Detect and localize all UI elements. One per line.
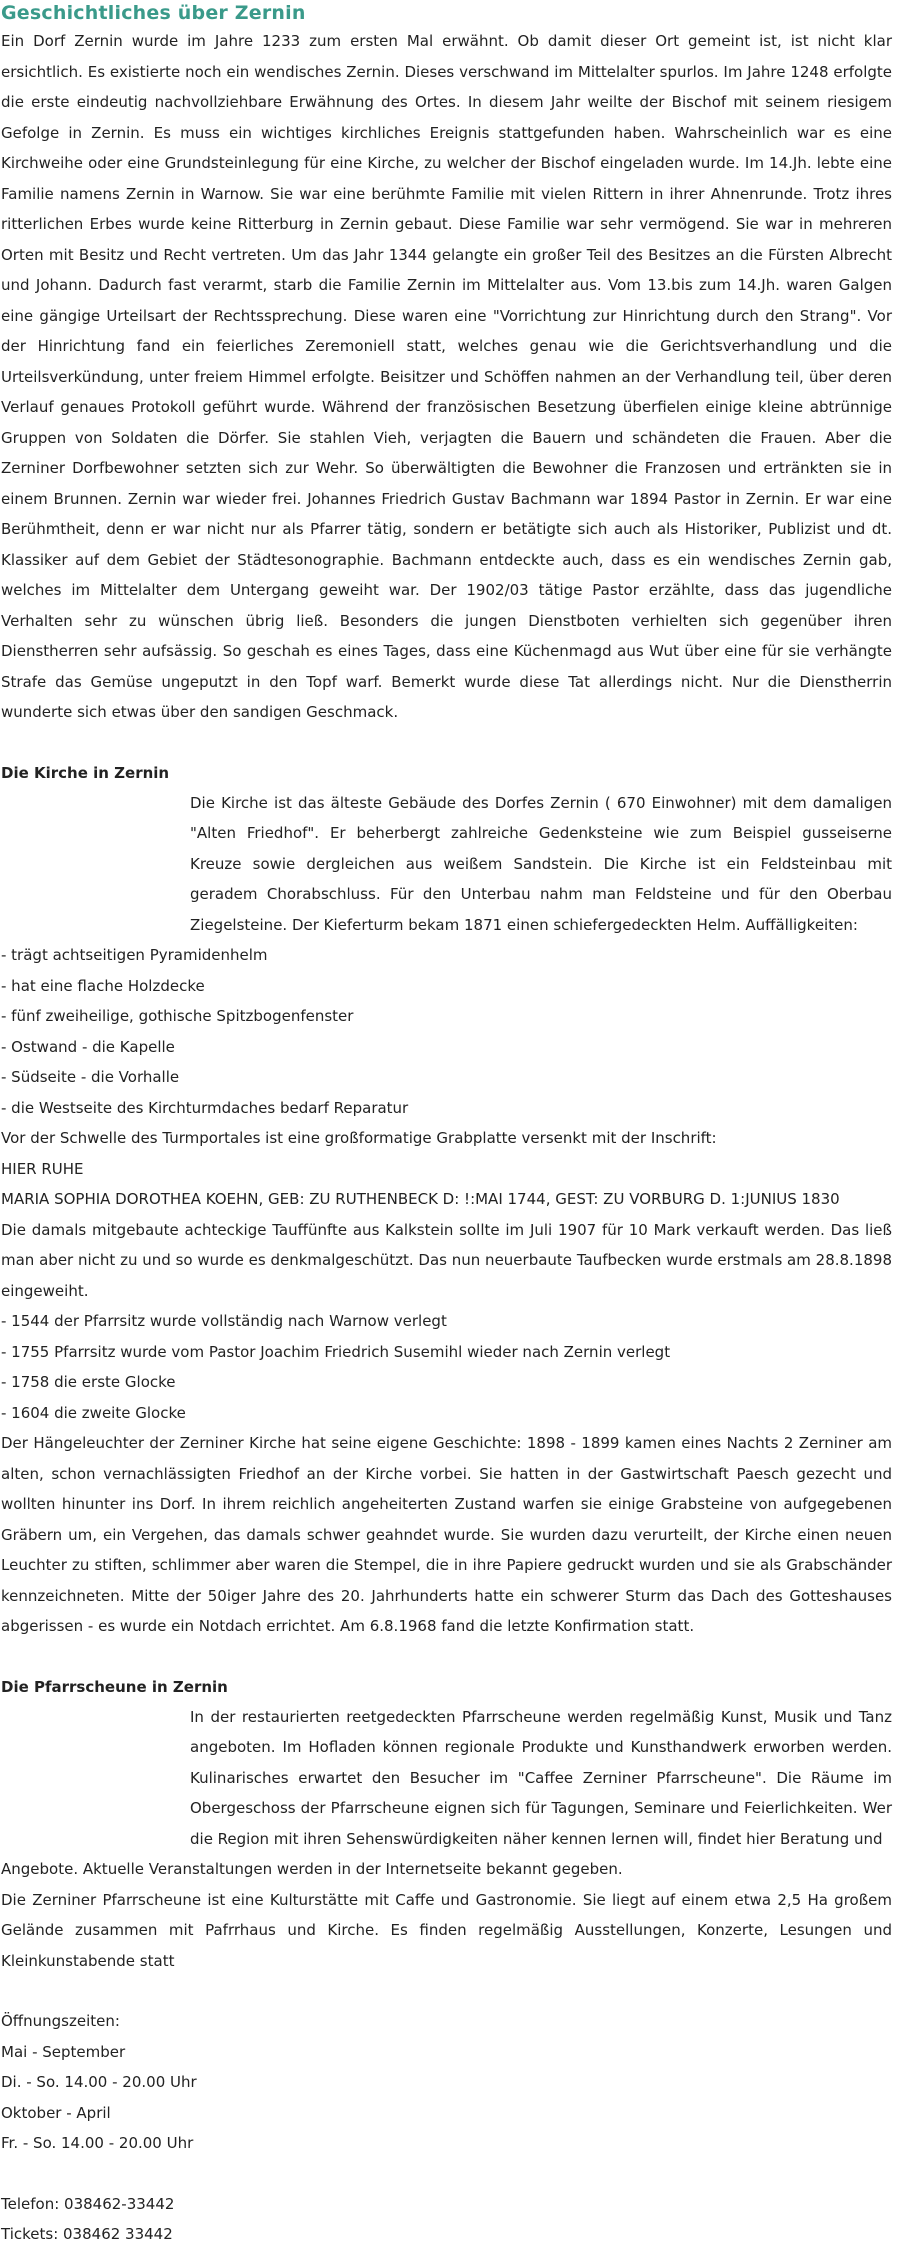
spacer [1,728,892,758]
spacer [1,1642,892,1672]
barn-heading: Die Pfarrscheune in Zernin [1,1677,228,1696]
church-timeline-item: - 1604 die zweite Glocke [1,1403,186,1422]
spacer [1,1976,892,2006]
tickets-number: Tickets: 038462 33442 [1,2225,173,2243]
baptismal-font-paragraph: Die damals mitgebaute achteckige Tauffünfte aus Kalkstein sollte im Juli 1907 für 10 Mark verkauft werden. Das ließ man aber nicht zu und so wurde es denkmalgeschützt. Das nun neuerbaute Taufbecken wurde erstmals am 28.8.1898 eingeweiht. [1,1220,892,1300]
church-feature-item: - Südseite - die Vorhalle [1,1068,180,1086]
church-feature-item: - Ostwand - die Kapelle [1,1037,175,1056]
grave-plate-intro: Vor der Schwelle des Turmportales ist eine großformatige Grabplatte versenkt mit der Inschrift: [1,1129,717,1147]
barn-intro-tail: Angebote. Aktuelle Veranstaltungen werden in der Internetseite bekannt gegeben. [1,1860,623,1878]
grave-inscription-line: MARIA SOPHIA DOROTHEA KOEHN, GEB: ZU RUTHENBECK D: !:MAI 1744, GEST: ZU VORBURG D. 1:JUNIUS 1830 [1,1190,840,1208]
opening-hours-label: Öffnungszeiten: [1,2012,120,2030]
history-paragraph: Ein Dorf Zernin wurde im Jahre 1233 zum ersten Mal erwähnt. Ob damit dieser Ort gemeint ist, ist nicht klar ersichtlich. Es existierte noch ein wendisches Zernin. Dieses verschwand im Mittelalter spurlos. Im Jahre 1248 erfolgte die erste eindeutig nachvollziehbare Erwähnung des Ortes. In diesem Jahr weilte der Bischof mit seinem riesigem Gefolge in Zernin. Es muss ein wichtiges kirchliches Ereignis stattgefunden haben. Wahrscheinlich war es eine Kirchweihe oder eine Grundsteinlegung für eine Kirche, zu welcher der Bischof eingeladen wurde. Im 14.Jh. lebte eine Familie namens Zernin in Warnow. Sie war eine berühmte Familie mit vielen Rittern in ihrer Ahnenrunde. Trotz ihres ritterlichen Erbes wurde keine Ritterburg in Zernin gebaut. Diese Familie war sehr vermögend. Sie war in mehreren Orten mit Besitz und Recht vertreten. Um das Jahr 1344 gelangte ein großer Teil des Besitzes an die Fürsten Albrecht und Johann. Dadurch fast verarmt, starb die Familie Zernin im Mittelalter aus. Vom 13.bis zum 14.Jh. waren Galgen eine gängige Urteilsart der Rechtssprechung. Diese waren eine "Vorrichtung zur Hinrichtung durch den Strang". Vor der Hinrichtung fand ein feierliches Zeremoniell statt, welches genau wie die Gerichtsverhandlung und die Urteilsverkündung, unter freiem Himmel erfolgte. Beisitzer und Schöffen nahmen an der Verhandlung teil, über deren Verlauf genaues Protokoll geführt wurde. Während der französischen Besetzung überfielen einige kleine abtrünnige Gruppen von Soldaten die Dörfer. Sie stahlen Vieh, verjagten die Bauern und schändeten die Frauen. Aber die Zerniner Dorfbewohner setzten sich zur Wehr. So überwältigten die Bewohner die Franzosen und ertränkten sie in einem Brunnen. Zernin war wieder frei. Johannes Friedrich Gustav Bachmann war 1894 Pastor in Zernin. Er war eine Berühmtheit, denn er war nicht nur als Pfarrer tätig, sondern er betätigte sich auch als Historiker, Publizist und dt. Klassiker auf dem Gebiet der Städtesonographie. Bachmann entdeckte auch, dass es ein wendisches Zernin gab, welches im Mittelalter dem Untergang geweiht war. Der 1902/03 tätige Pastor erzählte, dass das jugendliche Verhalten sehr zu wünschen übrig ließ. Besonders die jungen Dienstboten verhielten sich gegenüber ihren Dienstherren sehr aufsässig. So geschah es eines Tages, dass eine Küchenmagd aus Wut über eine für sie verhängte Strafe das Gemüse ungeputzt in den Topf warf. Bemerkt wurde diese Tat allerdings nicht. Nur die Dienstherrin wunderte sich etwas über den sandigen Geschmack. [1,32,892,721]
phone-number: Telefon: 038462-33442 [1,2194,175,2213]
barn-intro-paragraph: In der restaurierten reetgedeckten Pfarrscheune werden regelmäßig Kunst, Musik und Tanz angeboten. Im Hofladen können regionale Produkte und Kunsthandwerk erworben werden. Kulinarisches erwartet den Besucher im "Caffee Zerniner Pfarrscheune". Die Räume im Obergeschoss der Pfarrscheune eignen sich für Tagungen, Seminare und Feierlichkeiten. Wer die Region mit ihren Sehenswürdigkeiten näher kennen lernen will, findet hier Beratung und [190,1707,892,1848]
barn-culture-paragraph: Die Zerniner Pfarrscheune ist eine Kulturstätte mit Caffe und Gastronomie. Sie liegt auf einem etwa 2,5 Ha großem Gelände zusammen mit Pafrrhaus und Kirche. Es finden regelmäßig Ausstellungen, Konzerte, Lesungen und Kleinkunstabende statt [1,1890,892,1970]
church-feature-item: - trägt achtseitigen Pyramidenhelm [1,946,268,964]
church-intro-paragraph: Die Kirche ist das älteste Gebäude des Dorfes Zernin ( 670 Einwohner) mit dem damaligen "Alten Friedhof". Er beherbergt zahlreiche Gedenksteine wie zum Beispiel gusseiserne Kreuze sowie dergleichen aus weißem Sandstein. Die Kirche ist ein Feldsteinbau mit geradem Chorabschluss. Für den Unterbau nahm man Feldsteine und für den Oberbau Ziegelsteine. Der Kieferturm bekam 1871 einen schiefergedeckten Helm. Auffälligkeiten: [190,793,892,934]
church-timeline-item: - 1544 der Pfarrsitz wurde vollständig nach Warnow verlegt [1,1312,447,1330]
church-timeline-item: - 1758 die erste Glocke [1,1373,176,1391]
opening-hours: Di. - So. 14.00 - 20.00 Uhr [1,2073,197,2091]
opening-season: Mai - September [1,2042,126,2061]
grave-inscription-line: HIER RUHE [1,1159,84,1178]
church-heading: Die Kirche in Zernin [1,763,170,782]
church-feature-item: - die Westseite des Kirchturmdaches bedarf Reparatur [1,1098,409,1117]
church-timeline-item: - 1755 Pfarrsitz wurde vom Pastor Joachim Friedrich Susemihl wieder nach Zernin verlegt [1,1342,671,1361]
chandelier-paragraph: Der Hängeleuchter der Zerniner Kirche hat seine eigene Geschichte: 1898 - 1899 kamen eines Nachts 2 Zerniner am alten, schon vernachlässigten Friedhof an der Kirche vorbei. Sie hatten in der Gastwirtschaft Paesch gezecht und wollten hinunter ins Dorf. In ihrem reichlich angeheiterten Zustand warfen sie einige Grabsteine von aufgegebenen Gräbern um, ein Vergehen, das damals schwer geahndet wurde. Sie wurden dazu verurteilt, der Kirche einen neuen Leuchter zu stiften, schlimmer aber waren die Stempel, die in ihre Papiere gedruckt wurden und sie als Grabschänder kennzeichneten. Mitte der 50iger Jahre des 20. Jahrhunderts hatte ein schwerer Sturm das Dach des Gotteshauses abgerissen - es wurde ein Notdach errichtet. Am 6.8.1968 fand die letzte Konfirmation statt. [1,1434,892,1635]
opening-hours: Fr. - So. 14.00 - 20.00 Uhr [1,2134,194,2152]
spacer [1,2159,892,2189]
opening-season: Oktober - April [1,2103,111,2122]
page-title: Geschichtliches über Zernin [1,2,306,24]
church-feature-item: - hat eine flache Holzdecke [1,976,205,995]
church-feature-item: - fünf zweiheilige, gothische Spitzbogenfenster [1,1007,354,1025]
